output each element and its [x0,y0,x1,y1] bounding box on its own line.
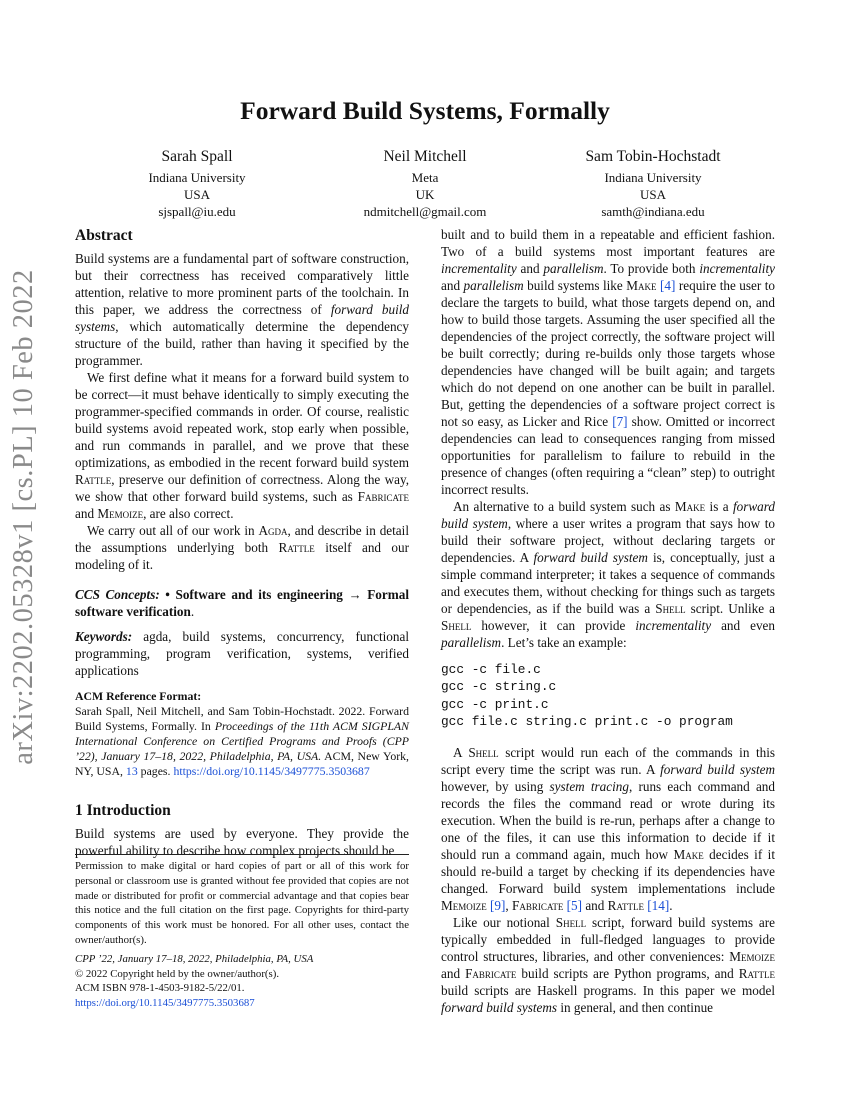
author-block [305,146,545,220]
author-email[interactable]: samth@indiana.edu [601,204,705,219]
author-country: UK [415,187,435,202]
author-country: USA [183,187,210,202]
arxiv-stamp [6,268,42,766]
body-paragraph: built and to build them in a repeatable and efficient fashion. Two of a build systems most important features are incrementality and parallelism. To provide both incrementality and parallelism build systems like Make [4] require the user to declare the targets to build, what those targets depend on, and how to build those targets. Assuming the user specified all the dependencies of the project correctly, the software project will be built correctly; during re-builds only those targets whose dependencies have changed will be built again; and targets which do not depend on one another can be built in parallel. But, getting the dependencies of a software project correct is not so easy, as Licker and Rice [7] show. Omitted or incorrect dependencies can lead to consequences ranging from missed opportunities for parallelism to failure to rebuild in the presence of changes (often requiring a “clean” step) to outright incorrect results. [441,227,776,497]
abstract-paragraph: We carry out all of our work in Agda, and describe in detail the assumptions underlying both Rattle itself and our modeling of it. [75,523,409,572]
author-email[interactable]: ndmitchell@gmail.com [363,204,487,219]
permission-footnote [75,854,409,1011]
author-block [77,146,317,220]
citation-link[interactable]: [7] [612,414,628,429]
isbn: ACM ISBN 978-1-4503-9182-5/22/01. [75,982,245,995]
author-affiliation: Indiana University [148,170,246,185]
abstract-heading: Abstract [75,227,133,244]
citation-link[interactable]: [5] [566,898,583,914]
author-name: Sam Tobin-Hochstadt [585,148,721,165]
body-paragraph: An alternative to a build system such as Make is a forward build system, where a user writes a program that says how to build their software project, without declaring targets or dependencies. A forward build system is, conceptually, just a simple command interpreter; it takes a sequence of commands and executes them, without checking for things such as targets or dependencies, as if the build was a Shell script. Unlike a Shell however, it can provide incrementality and even parallelism. Let’s take an example: [441,499,776,650]
arxiv-stamp-text: arXiv:2202.05328v1 [cs.PL] 10 Feb 2022 [8,269,40,765]
citation-link[interactable]: [4] [659,278,676,293]
author-affiliation: Meta [411,170,439,185]
citation-link[interactable]: [14] [647,898,670,914]
permission-text: Permission to make digital or hard copies of part or all of this work for personal or classroom use is granted without fee provided that copies are not made or distributed for profit or commercial advantage and that copies bear this notice and the full citation on the first page. Copyrights for third-party components of this work must be honored. For all other uses, contact the owner/author(s). [75,860,409,946]
keywords: Keywords: agda, build systems, concurrency, functional programming, program verification, systems, verified applications [75,629,410,678]
abstract-paragraph: Build systems are a fundamental part of software construction, but their correctness has received comparatively little attention, relative to more prominent parts of the toolchain. In this paper, we address the correctness of forward build systems, which automatically determine the dependency structure of the build, rather than having it specified by the programmer. [75,251,409,368]
author-name: Neil Mitchell [383,148,467,165]
author-affiliation: Indiana University [604,170,702,185]
paper-title: Forward Build Systems, Formally [240,96,610,125]
abstract-paragraph: We first define what it means for a forward build system to be correct—it must behave identically to simply executing the programmer-specified commands in order. Of course, realistic build systems avoid repeated work, stop early when possible, and run commands in parallel, and we prove that these optimizations, as embodied in the recent forward build system Rattle, preserve our definition of correctness. Along the way, we show that other forward build systems, such as Fabricate and Memoize, are also correct. [75,370,409,521]
code-line: gcc file.c string.c print.c -o program [441,713,733,729]
author-country: USA [639,187,666,202]
footnote-doi-link[interactable]: https://doi.org/10.1145/3497775.3503687 [75,997,255,1010]
venue: CPP ’22, January 17–18, 2022, Philadelphia, PA, USA [75,952,314,965]
code-line: gcc -c file.c [441,662,541,677]
page-count-link[interactable]: 13 [125,764,138,778]
citation-link[interactable]: [9] [490,898,506,914]
intro-paragraph: Build systems are used by everyone. They provide the powerful ability to describe how complex projects should be [75,826,409,858]
copyright: © 2022 Copyright held by the owner/author(s). [75,967,280,980]
author-email[interactable]: sjspall@iu.edu [158,204,236,219]
left-column [75,226,409,859]
doi-link[interactable]: https://doi.org/10.1145/3497775.3503687 [173,764,370,778]
code-line: gcc -c print.c [441,696,549,712]
right-column [441,226,775,1016]
body-paragraph: A Shell script would run each of the commands in this script every time the script was run. A forward build system however, by using system tracing, runs each command and records the files the command read or wrote during its execution. When the build is re-run, perhaps after a change to one of the files, it can use this information to decide if it should run a command again, much how Make decides if it should re-build a target by checking if its dependencies have changed. Forward build system implementations include Memoize [9], Fabricate [5] and Rattle [14]. [441,745,775,914]
body-paragraph: Like our notional Shell script, forward build systems are typically embedded in full-fledged languages to provide control structures, libraries, and other conveniences: Memoize and Fabricate build scripts are Python programs, and Rattle build scripts are Haskell programs. In this paper we model forward build systems in general, and then continue [441,915,776,1016]
code-line: gcc -c string.c [441,679,557,695]
code-listing [441,661,775,730]
author-block [533,146,773,220]
author-name: Sarah Spall [161,148,233,165]
ccs-concepts: CCS Concepts: • Software and its engineering → Formal software verification. [75,587,409,619]
section-heading-introduction: 1 Introduction [75,802,171,819]
acm-reference-format: ACM Reference Format: Sarah Spall, Neil Mitchell, and Sam Tobin-Hochstadt. 2022. Forward Build Systems, Formally. In Proceedings of the 11th ACM SIGPLAN International Conference on Certified Programs and Proofs (CPP ’22), January 17–18, 2022, Philadelphia, PA, USA. ACM, New York, NY, USA, 13 pages. https://doi.org/10.1145/3497775.3503687 [75,689,410,778]
